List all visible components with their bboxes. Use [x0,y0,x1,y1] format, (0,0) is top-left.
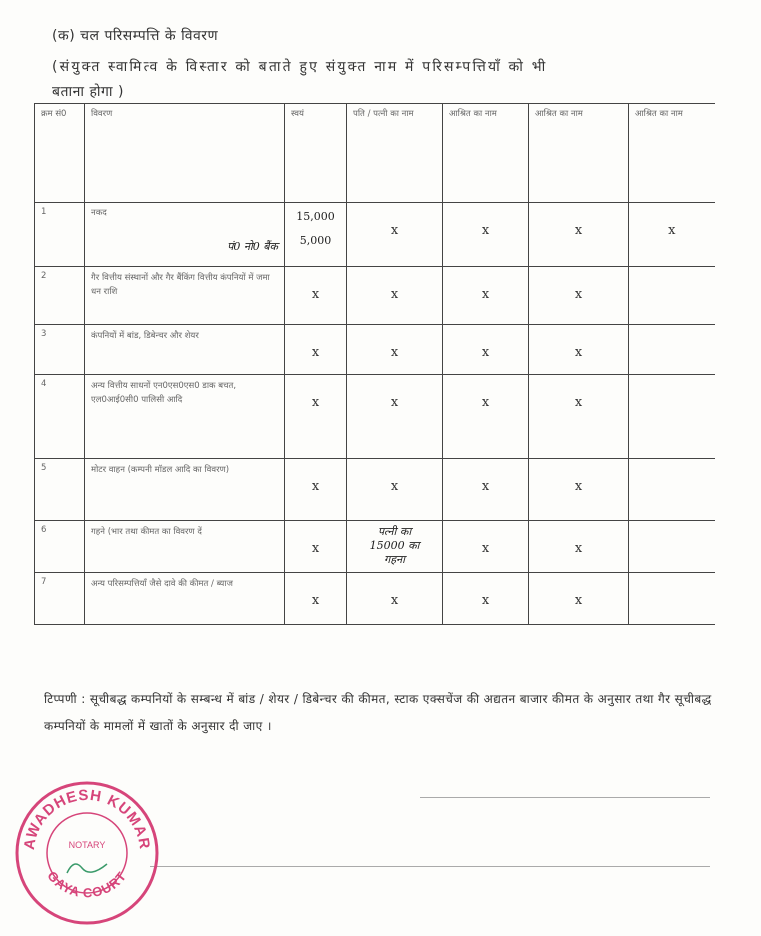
header-spouse: पति / पत्नी का नाम [347,104,443,203]
cross-mark: x [311,395,320,410]
row-num: 6 [35,521,85,573]
header-self: स्वयं [285,104,347,203]
row-dep2 [529,325,629,375]
row-num: 1 [35,203,85,267]
row-self [285,325,347,375]
bank-note: पं0 नो0 बैंक [227,240,278,253]
cross-mark: x [311,345,320,360]
row-num: 4 [35,375,85,459]
divider [420,797,710,798]
header-dependent-1: आश्रित का नाम [443,104,529,203]
seal-center: NOTARY [68,840,106,850]
header-dependent-3: आश्रित का नाम [629,104,715,203]
cash-amount-2: 5,000 [299,234,332,248]
row-desc-text: नकद [91,208,107,218]
seal-name: AWADHESH KUMAR [20,786,154,851]
cross-mark: x [481,395,490,410]
cross-mark: x [668,223,676,238]
cross-mark: x [481,479,490,494]
jewellery-note-2: 15000 का [369,538,420,552]
cross-mark: x [390,287,399,302]
row-dep2 [529,521,629,573]
row-dep1 [443,573,529,625]
row-num: 3 [35,325,85,375]
cross-mark: x [574,223,583,238]
row-spouse [347,267,443,325]
header-dependent-2: आश्रित का नाम [529,104,629,203]
row-dep1 [443,521,529,573]
seal-outer-ring [17,783,157,923]
table-row [35,573,715,625]
row-desc: मोटर वाहन (कम्पनी मॉडल आदि का विवरण) [85,459,285,521]
header-serial: क्रम सं0 [35,104,85,203]
row-desc [85,203,285,267]
row-dep3 [629,325,715,375]
section-heading: (क) चल परिसम्पत्ति के विवरण [52,28,219,44]
cross-mark: x [390,345,399,360]
row-self [285,267,347,325]
row-num: 5 [35,459,85,521]
row-spouse [347,459,443,521]
row-dep3 [629,573,715,625]
signature-mark [67,864,107,873]
row-dep2 [529,573,629,625]
cross-mark: x [390,223,399,238]
row-dep3 [629,203,715,267]
divider [150,866,710,867]
cross-mark: x [390,593,399,608]
cross-mark: x [481,345,490,360]
cross-mark: x [574,593,583,608]
row-dep3 [629,267,715,325]
cross-mark: x [574,287,583,302]
row-dep2 [529,459,629,521]
row-self [285,375,347,459]
row-spouse [347,573,443,625]
table-row [35,325,715,375]
cross-mark: x [574,345,583,360]
row-spouse [347,203,443,267]
row-desc: अन्य वित्तीय साधनों एन0एस0एस0 डाक बचत, एल0आई0सी0 पालिसी आदि [85,375,285,459]
cross-mark: x [481,223,490,238]
jewellery-note-1: पत्नी का [377,525,412,538]
notary-seal [12,778,162,928]
table-row [35,521,715,573]
cross-mark: x [390,479,399,494]
table-row [35,203,715,267]
footnote: टिप्पणी : सूचीबद्ध कम्पनियों के सम्बन्ध में बांड / शेयर / डिबेन्चर की कीमत, स्टाक एक्सचेंज की अद्यतन बाजार कीमत के अनुसार तथा गैर सूचीबद्ध कम्पनियों के मामलों में खातों के अनुसार दी जाए । [44,692,712,733]
row-dep2 [529,203,629,267]
row-dep3 [629,459,715,521]
row-self [285,521,347,573]
row-self [285,203,347,267]
table-header-row [35,104,715,203]
row-dep1 [443,375,529,459]
table-row [35,459,715,521]
row-desc: कंपनियों में बांड, डिबेन्चर और शेयर [85,325,285,375]
cross-mark: x [574,541,583,556]
row-dep2 [529,375,629,459]
cross-mark: x [311,479,320,494]
cash-amount: 15,000 [296,210,335,223]
cross-mark: x [481,287,490,302]
row-dep3 [629,521,715,573]
cross-mark: x [390,395,399,410]
row-num: 2 [35,267,85,325]
cross-mark: x [574,479,583,494]
row-self [285,459,347,521]
cross-mark: x [481,593,490,608]
row-dep2 [529,267,629,325]
cross-mark: x [574,395,583,410]
row-num: 7 [35,573,85,625]
row-desc: गहने (भार तथा कीमत का विवरण दें [85,521,285,573]
row-spouse [347,375,443,459]
row-spouse [347,521,443,573]
row-dep1 [443,203,529,267]
row-self [285,573,347,625]
row-dep1 [443,459,529,521]
section-subheading-cont: बताना होगा ) [52,84,124,100]
row-dep1 [443,325,529,375]
row-dep3 [629,375,715,459]
row-desc: अन्य परिसम्पत्तियाँ जैसे दावे की कीमत / ब्याज [85,573,285,625]
cross-mark: x [311,287,320,302]
table-row [35,267,715,325]
seal-place: GAYA COURT [44,868,130,901]
cross-mark: x [311,593,320,608]
section-subheading: (संयुक्त स्वामित्व के विस्तार को बताते हुए संयुक्त नाम में परिसम्पत्तियाँ को भी [52,59,548,75]
row-desc: गैर वित्तीय संस्थानों और गैर बैंकिंग वित्तीय कंपनियों में जमा धन राशि [85,267,285,325]
cross-mark: x [481,541,490,556]
jewellery-note-3: गहना [384,552,405,566]
movable-assets-table [34,103,715,625]
cross-mark: x [311,541,320,556]
header-description: विवरण [85,104,285,203]
row-spouse [347,325,443,375]
table-row [35,375,715,459]
row-dep1 [443,267,529,325]
